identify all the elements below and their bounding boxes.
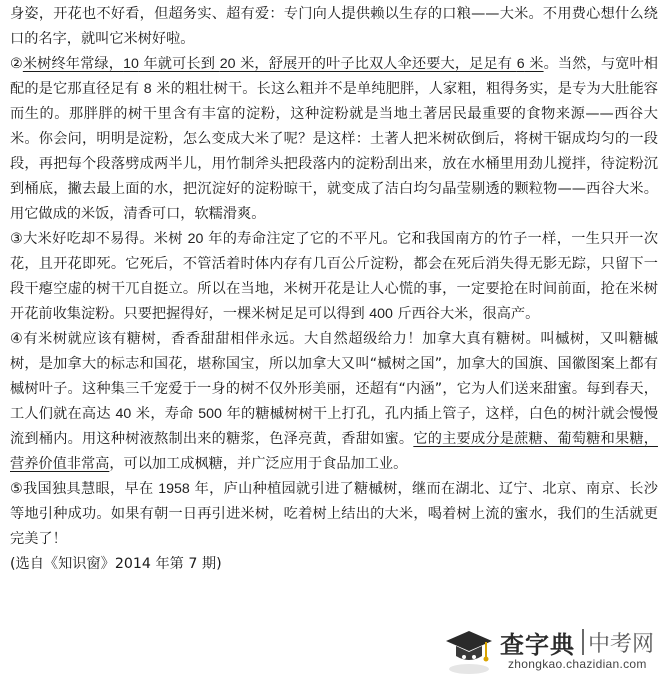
text-segment: 斤西谷大米，很高产。 <box>392 306 540 322</box>
underlined-sentence <box>23 56 544 72</box>
watermark-url: zhongkao.chazidian.com <box>508 657 647 671</box>
text-segment: 年就可长到 <box>138 56 220 72</box>
source-text: (选自《知识窗》2014 年第 7 期) <box>10 556 222 572</box>
number: 10 <box>123 56 139 72</box>
paragraph-2 <box>10 52 658 227</box>
paragraph-intro-text: 身姿，开花也不好看，但超务实、超有爱：专门向人提供赖以生存的口粮——大米。不用费心想什么绕口的名字，就叫它米树好啦。 <box>10 6 658 47</box>
watermark-title: 查字典 <box>500 631 575 659</box>
number: 6 <box>516 56 525 72</box>
text-segment: 年的寿命注定了它的不平凡。它和我国南方的竹子一样，一生只开一次花，且开花即死。它死后，不管活着时体内存有几百公斤淀粉，都会在死后消失得无影无踪，只留下一段干瘪空虚的树干兀自挺立。所以在当地，米树开花是让人心慌的事，一定要抢在时间前面，抢在米树开花前收集淀粉。只要把握得好，一棵米树足足可以得到 <box>10 231 659 322</box>
paragraph-marker: ⑤ <box>10 481 24 497</box>
paragraph-3 <box>10 227 658 327</box>
watermark-subtitle: 中考网 <box>588 632 655 657</box>
text-segment: 米树终年常绿， <box>22 56 124 72</box>
watermark-divider <box>582 629 584 655</box>
text-segment: 年，庐山种植园就引进了糖槭树，继而在湖北、辽宁、北京、南京、长沙等地引种成功。如果有朝一日再引进米树，吃着树上结出的大米，喝着树上流的蜜水，我们的生活就更完美了！ <box>10 481 658 547</box>
underlined-sentence: 它的主要成分是蔗糖、葡萄糖和果糖，营养价值非常高 <box>10 431 658 472</box>
source-citation <box>10 552 658 577</box>
number: 500 <box>198 406 222 422</box>
number: 1958 <box>158 481 190 497</box>
graduation-hat-icon <box>442 623 496 677</box>
text-segment: 。当然，与宽叶相配的是它那直径足有 <box>10 56 658 97</box>
number: 400 <box>369 306 393 322</box>
text-segment: ，可以加工成枫糖，并广泛应用于食品加工业。 <box>109 456 408 472</box>
paragraph-marker: ② <box>10 56 23 72</box>
paragraph-marker: ④ <box>10 331 24 347</box>
paragraph-4 <box>10 327 658 477</box>
text-segment: 有米树就应该有糖树，香香甜甜相伴永远。大自然超级给力！加拿大真有糖树。叫槭树，又叫糖槭树，是加拿大的标志和国花，堪称国宝，所以加拿大又叫“槭树之国”，加拿大的国旗、国徽图案上都有槭树叶子。这种集三千宠爱于一身的树不仅外形美丽，还超有“内涵”，它为人们送来甜蜜。每到春天，工人们就在高达 <box>10 331 658 422</box>
site-watermark <box>442 623 662 677</box>
text-segment: 我国独具慧眼，早在 <box>23 481 159 497</box>
number: 20 <box>187 231 204 247</box>
text-segment: 米的粗壮树干。长这么粗并不是单纯肥胖，人家粗，粗得务实，是专为大肚能容而生的。那胖胖的树干里含有丰富的淀粉，这种淀粉就是当地土著居民最重要的食物来源——西谷大米。你会问，明明是淀粉，怎么变成大米了呢？是这样：土著人把米树砍倒后，将树干锯成均匀的一段段，再把每个段落劈成两半儿，用竹制斧头把段落内的淀粉刮出来，放在水桶里用劲儿搅拌，待淀粉沉到桶底，撇去最上面的水，把沉淀好的淀粉晾干，就变成了洁白均匀晶莹剔透的颗粒物——西谷大米。用它做成的米饭，清香可口，软糯滑爽。 <box>10 81 658 222</box>
text-segment: 米，舒展开的叶子比双人伞还要大，足足有 <box>235 56 517 72</box>
number: 40 <box>115 406 132 422</box>
paragraph-marker: ③ <box>10 231 24 247</box>
text-segment: 米 <box>524 56 544 72</box>
paragraph-intro <box>10 2 658 52</box>
paragraph-5 <box>10 477 658 552</box>
number: 20 <box>219 56 236 72</box>
number: 8 <box>143 81 152 97</box>
text-segment: 大米好吃却不易得。米树 <box>23 231 188 247</box>
text-segment: 米，寿命 <box>131 406 199 422</box>
text-segment: 年的糖槭树树干上打孔，孔内插上管子，这样，白色的树汁就会慢慢流到桶内。用这种树液熬制出来的糖浆，色泽亮黄，香甜如蜜。 <box>10 406 659 447</box>
